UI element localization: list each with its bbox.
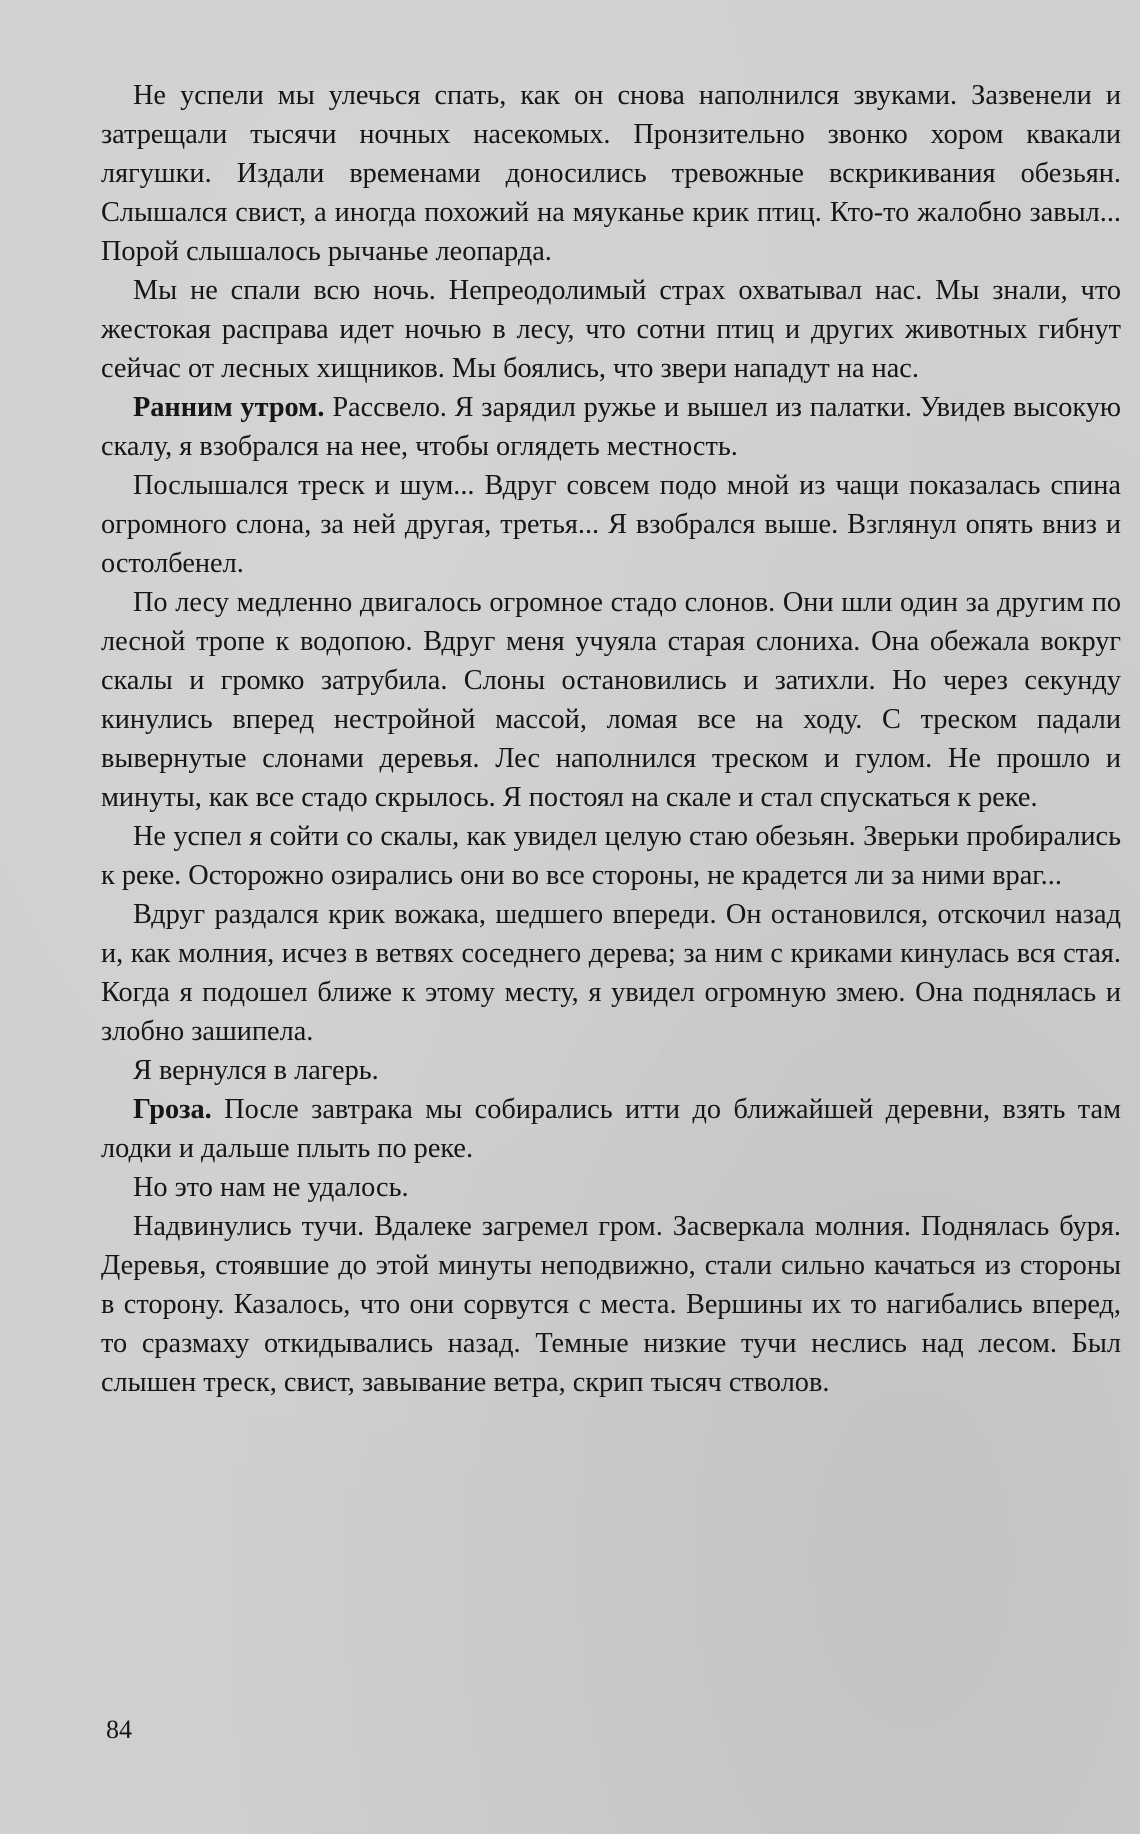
- section-heading: Ранним утром.: [133, 392, 325, 423]
- paragraph-early-morning: [101, 388, 1121, 466]
- paragraph-night-sounds: [101, 76, 1121, 271]
- paragraph-text: По лесу медленно двигалось огромное стадо слонов. Они шли один за другим по лесной тропе к водопою. Вдруг меня учуяла старая слониха. Она обежала вокруг скалы и громко затрубила. Слоны остановились и затихли. Но через секунду кинулись вперед нестройной массой, ломая все на ходу. С треском падали вывернутые слонами деревья. Лес наполнился треском и гулом. Не прошло и минуты, как все стадо скрылось. Я постоял на скале и стал спускаться к реке.: [101, 587, 1121, 813]
- paragraph-text: Я вернулся в лагерь.: [133, 1055, 379, 1086]
- paragraph-storm: [101, 1090, 1121, 1168]
- page-number: 84: [106, 1715, 132, 1744]
- paragraph-text: Мы не спали всю ночь. Непреодолимый страх охватывал нас. Мы знали, что жестокая расправа идет ночью в лесу, что сотни птиц и других животных гибнут сейчас от лесных хищников. Мы боялись, что звери нападут на нас.: [101, 275, 1121, 384]
- paragraph-text: Не успели мы улечься спать, как он снова наполнился звуками. Зазвенели и затрещали тысячи ночных насекомых. Пронзительно звонко хором квакали лягушки. Издали временами доносились тревожные вскрикивания обезьян. Слышался свист, а иногда похожий на мяуканье крик птиц. Кто-то жалобно завыл... Порой слышалось рычанье леопарда.: [101, 80, 1121, 267]
- paragraph-return-camp: [101, 1051, 1121, 1090]
- paragraph-text: Надвинулись тучи. Вдалеке загремел гром. Засверкала молния. Поднялась буря. Деревья, стоявшие до этой минуты неподвижно, стали сильно качаться из стороны в сторону. Казалось, что они сорвутся с места. Вершины их то нагибались вперед, то сразмаху откидывались назад. Темные низкие тучи неслись над лесом. Был слышен треск, свист, завывание ветра, скрип тысяч стволов.: [101, 1211, 1121, 1398]
- paragraph-text: Но это нам не удалось.: [133, 1172, 409, 1203]
- paragraph-snake: [101, 895, 1121, 1051]
- paragraph-text: Вдруг раздался крик вожака, шедшего впереди. Он остановился, отскочил назад и, как молния, исчез в ветвях соседнего дерева; за ним с криками кинулась вся стая. Когда я подошел ближе к этому месту, я увидел огромную змею. Она поднялась и злобно зашипела.: [101, 899, 1121, 1047]
- section-heading: Гроза.: [133, 1094, 212, 1125]
- paragraph-text: Послышался треск и шум... Вдруг совсем подо мной из чащи показалась спина огромного слона, за ней другая, третья... Я взобрался выше. Взглянул опять вниз и остолбенел.: [101, 470, 1121, 579]
- paragraph-thunderstorm: [101, 1207, 1121, 1402]
- paragraph-failed-plan: [101, 1168, 1121, 1207]
- paragraph-elephant-appears: [101, 466, 1121, 583]
- paragraph-text: Не успел я сойти со скалы, как увидел целую стаю обезьян. Зверьки пробирались к реке. Осторожно озирались они во все стороны, не крадется ли за ними враг...: [101, 821, 1121, 891]
- paragraph-text: После завтрака мы собирались итти до ближайшей деревни, взять там лодки и дальше плыть по реке.: [101, 1094, 1121, 1164]
- paragraph-sleepless-night: [101, 271, 1121, 388]
- paragraph-text: Рассвело. Я зарядил ружье и вышел из палатки. Увидев высокую скалу, я взобрался на нее, чтобы оглядеть местность.: [101, 392, 1121, 462]
- page-body: [101, 76, 1121, 1402]
- paragraph-elephant-herd: [101, 583, 1121, 817]
- paragraph-monkeys: [101, 817, 1121, 895]
